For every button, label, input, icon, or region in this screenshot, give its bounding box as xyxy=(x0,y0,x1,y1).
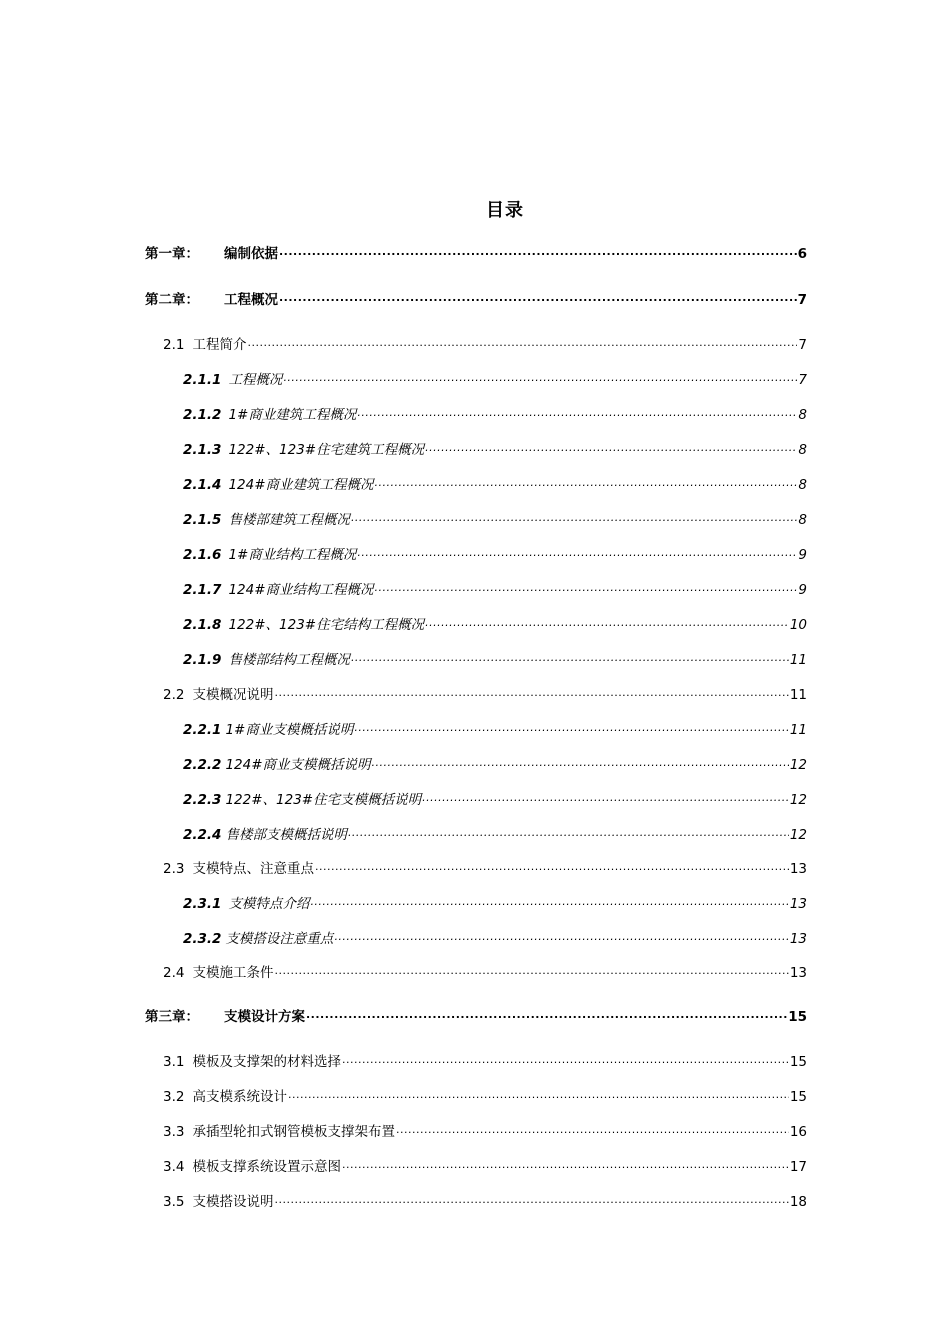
toc-entry-subsection-2-3-1[interactable] xyxy=(183,892,807,912)
toc-entry-title: 1#商业建筑工程概况 xyxy=(228,407,357,423)
toc-page-number: 11 xyxy=(789,687,807,703)
toc-section-number: 2.4 xyxy=(163,965,185,981)
toc-leader-dots xyxy=(372,756,789,770)
toc-leader-dots xyxy=(274,686,788,700)
toc-entry-section-2-2[interactable] xyxy=(163,683,807,703)
toc-subsection-number: 2.1.1 xyxy=(183,372,222,388)
toc-page-number: 8 xyxy=(798,407,807,423)
toc-entry-title: 编制依据 xyxy=(224,246,278,262)
toc-page-number: 8 xyxy=(798,442,807,458)
toc-entry-title: 支模设计方案 xyxy=(224,1009,305,1025)
toc-entry-subsection-2-2-4[interactable] xyxy=(183,823,807,843)
toc-section-number: 2.3 xyxy=(163,861,185,877)
toc-section-number: 3.4 xyxy=(163,1159,185,1175)
toc-entry-title: 模板及支撑架的材料选择 xyxy=(192,1054,341,1070)
toc-entry-chapter-1[interactable] xyxy=(145,242,807,262)
toc-page-number: 9 xyxy=(798,582,807,598)
toc-subsection-number: 2.1.8 xyxy=(183,617,222,633)
toc-entry-title: 124#商业建筑工程概况 xyxy=(228,477,374,493)
toc-entry-section-2-3[interactable] xyxy=(163,857,807,877)
toc-entry-section-3-4[interactable] xyxy=(163,1155,807,1175)
toc-subsection-number: 2.3.2 xyxy=(183,931,222,947)
toc-subsection-number: 2.1.3 xyxy=(183,442,222,458)
toc-leader-dots xyxy=(274,964,788,978)
toc-entry-subsection-2-2-1[interactable] xyxy=(183,718,807,738)
toc-page-number: 11 xyxy=(789,652,807,668)
toc-entry-title: 122#、123#住宅结构工程概况 xyxy=(228,617,425,633)
toc-entry-subsection-2-2-3[interactable] xyxy=(183,788,807,808)
toc-subsection-number: 2.2.4 xyxy=(183,827,222,843)
toc-entry-title: 售楼部结构工程概况 xyxy=(228,652,350,668)
toc-subsection-number: 2.1.6 xyxy=(183,547,222,563)
toc-leader-dots xyxy=(422,791,789,805)
toc-entry-title: 1#商业支模概括说明 xyxy=(225,722,354,738)
toc-entry-title: 工程概况 xyxy=(224,292,278,308)
toc-entry-section-2-4[interactable] xyxy=(163,961,807,981)
toc-page-number: 15 xyxy=(788,1009,807,1025)
toc-entry-subsection-2-1-9[interactable] xyxy=(183,648,807,668)
toc-leader-dots xyxy=(315,860,789,874)
toc-entry-subsection-2-1-1[interactable] xyxy=(183,368,807,388)
toc-entry-chapter-2[interactable] xyxy=(145,288,807,308)
toc-leader-dots xyxy=(310,895,788,909)
toc-leader-dots xyxy=(279,245,797,259)
toc-entry-title: 支模搭设注意重点 xyxy=(225,931,334,947)
toc-subsection-number: 2.2.2 xyxy=(183,757,222,773)
toc-page-number: 7 xyxy=(797,292,807,308)
toc-entry-title: 售楼部建筑工程概况 xyxy=(228,512,350,528)
toc-entry-title: 售楼部支模概括说明 xyxy=(225,827,347,843)
toc-leader-dots xyxy=(375,476,798,490)
toc-page-number: 9 xyxy=(798,547,807,563)
toc-page-number: 12 xyxy=(789,827,807,843)
toc-page-number: 7 xyxy=(798,372,807,388)
toc-subsection-number: 2.2.1 xyxy=(183,722,222,738)
toc-entry-subsection-2-1-7[interactable] xyxy=(183,578,807,598)
toc-section-number: 2.2 xyxy=(163,687,185,703)
toc-entry-subsection-2-1-3[interactable] xyxy=(183,438,807,458)
toc-subsection-number: 2.1.9 xyxy=(183,652,222,668)
toc-leader-dots xyxy=(274,1193,788,1207)
toc-page-number: 13 xyxy=(789,896,807,912)
toc-entry-title: 124#商业支模概括说明 xyxy=(225,757,371,773)
toc-section-number: 3.2 xyxy=(163,1089,185,1105)
toc-page-number: 13 xyxy=(789,861,807,877)
toc-entry-section-3-1[interactable] xyxy=(163,1050,807,1070)
toc-chapter-number: 第二章： xyxy=(145,292,199,308)
toc-entry-chapter-3[interactable] xyxy=(145,1005,807,1025)
toc-title: 目录 xyxy=(486,200,524,221)
toc-section-number: 2.1 xyxy=(163,337,185,353)
toc-page-number: 17 xyxy=(789,1159,807,1175)
toc-page-number: 15 xyxy=(789,1054,807,1070)
toc-leader-dots xyxy=(357,546,797,560)
toc-leader-dots xyxy=(279,291,797,305)
toc-entry-title: 模板支撑系统设置示意图 xyxy=(192,1159,341,1175)
toc-leader-dots xyxy=(375,581,798,595)
toc-page-number: 10 xyxy=(789,617,807,633)
toc-leader-dots xyxy=(342,1053,789,1067)
toc-leader-dots xyxy=(306,1008,787,1022)
toc-entry-subsection-2-2-2[interactable] xyxy=(183,753,807,773)
toc-entry-title: 122#、123#住宅建筑工程概况 xyxy=(228,442,425,458)
toc-entry-subsection-2-1-4[interactable] xyxy=(183,473,807,493)
toc-leader-dots xyxy=(357,406,797,420)
toc-subsection-number: 2.1.7 xyxy=(183,582,222,598)
toc-page-number: 7 xyxy=(798,337,807,353)
toc-entry-title: 支模特点、注意重点 xyxy=(192,861,314,877)
toc-entry-title: 124#商业结构工程概况 xyxy=(228,582,374,598)
toc-entry-subsection-2-1-5[interactable] xyxy=(183,508,807,528)
toc-leader-dots xyxy=(351,511,797,525)
toc-leader-dots xyxy=(425,441,797,455)
toc-entry-section-3-2[interactable] xyxy=(163,1085,807,1105)
toc-entry-title: 支模施工条件 xyxy=(192,965,274,981)
toc-section-number: 3.3 xyxy=(163,1124,185,1140)
toc-chapter-number: 第一章： xyxy=(145,246,199,262)
toc-section-number: 3.1 xyxy=(163,1054,185,1070)
toc-entry-section-2-1[interactable] xyxy=(163,333,807,353)
toc-entry-title: 工程概况 xyxy=(228,372,283,388)
toc-entry-title: 承插型轮扣式钢管模板支撑架布置 xyxy=(192,1124,395,1140)
toc-page-number: 8 xyxy=(798,477,807,493)
toc-page-number: 16 xyxy=(789,1124,807,1140)
toc-subsection-number: 2.1.4 xyxy=(183,477,222,493)
toc-page-number: 12 xyxy=(789,757,807,773)
toc-leader-dots xyxy=(247,336,797,350)
toc-entry-title: 工程简介 xyxy=(192,337,247,353)
toc-entry-subsection-2-1-8[interactable] xyxy=(183,613,807,633)
toc-leader-dots xyxy=(288,1088,789,1102)
toc-subsection-number: 2.1.5 xyxy=(183,512,222,528)
toc-subsection-number: 2.2.3 xyxy=(183,792,222,808)
toc-leader-dots xyxy=(348,826,789,840)
toc-page-number: 11 xyxy=(789,722,807,738)
toc-subsection-number: 2.1.2 xyxy=(183,407,222,423)
toc-leader-dots xyxy=(342,1158,789,1172)
toc-leader-dots xyxy=(396,1123,789,1137)
toc-entry-section-3-3[interactable] xyxy=(163,1120,807,1140)
toc-entry-subsection-2-1-2[interactable] xyxy=(183,403,807,423)
toc-page-number: 13 xyxy=(789,931,807,947)
toc-entry-title: 1#商业结构工程概况 xyxy=(228,547,357,563)
toc-page-number: 18 xyxy=(789,1194,807,1210)
toc-leader-dots xyxy=(334,930,788,944)
toc-leader-dots xyxy=(425,616,789,630)
toc-leader-dots xyxy=(354,721,788,735)
toc-entry-title: 122#、123#住宅支模概括说明 xyxy=(225,792,422,808)
toc-entry-subsection-2-1-6[interactable] xyxy=(183,543,807,563)
toc-page-number: 6 xyxy=(797,246,807,262)
toc-chapter-number: 第三章： xyxy=(145,1009,199,1025)
toc-entry-title: 支模搭设说明 xyxy=(192,1194,274,1210)
toc-leader-dots xyxy=(351,651,789,665)
toc-entry-title: 支模概况说明 xyxy=(192,687,274,703)
toc-entry-title: 高支模系统设计 xyxy=(192,1089,287,1105)
toc-section-number: 3.5 xyxy=(163,1194,185,1210)
toc-page-number: 8 xyxy=(798,512,807,528)
toc-entry-title: 支模特点介绍 xyxy=(228,896,310,912)
toc-page-number: 15 xyxy=(789,1089,807,1105)
toc-leader-dots xyxy=(283,371,797,385)
toc-entry-section-3-5[interactable] xyxy=(163,1190,807,1210)
toc-page-number: 12 xyxy=(789,792,807,808)
toc-subsection-number: 2.3.1 xyxy=(183,896,222,912)
toc-page-number: 13 xyxy=(789,965,807,981)
toc-entry-subsection-2-3-2[interactable] xyxy=(183,927,807,947)
